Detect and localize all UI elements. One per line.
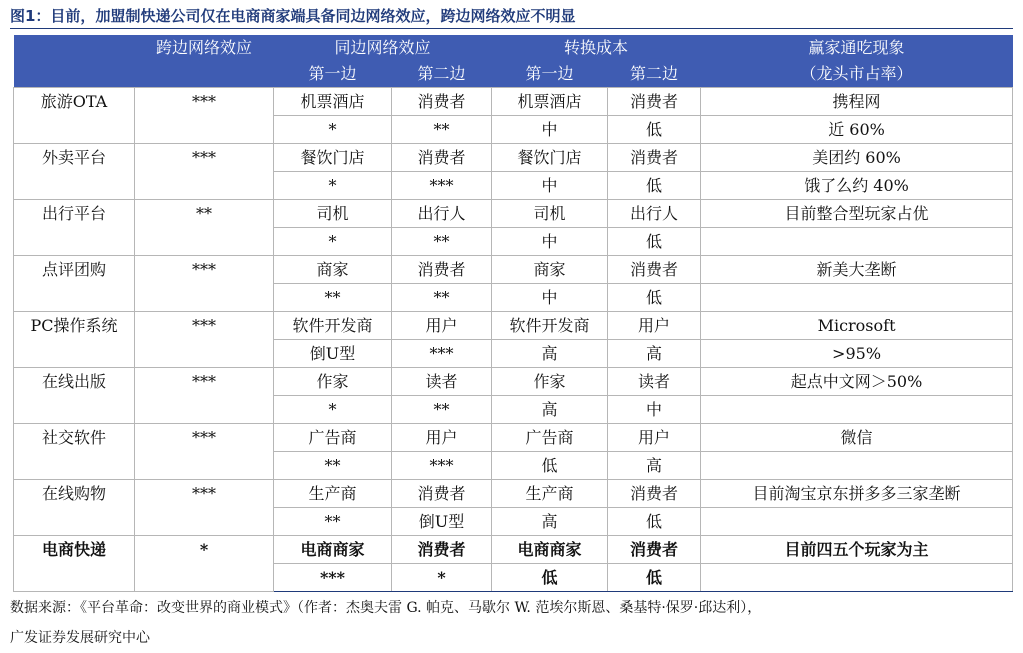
switch-side2-level: 低 xyxy=(608,172,701,200)
table-row xyxy=(14,88,1013,116)
switch-side2-level: 低 xyxy=(608,508,701,536)
switch-side2-label: 用户 xyxy=(608,312,701,340)
switch-side1-level: 低 xyxy=(492,452,608,480)
same-side2-rating: *** xyxy=(392,340,492,368)
switch-side2-level: 低 xyxy=(608,228,701,256)
same-side1-rating: ** xyxy=(274,508,392,536)
table-row xyxy=(14,480,1013,508)
same-side2-label: 用户 xyxy=(392,424,492,452)
same-side1-label: 软件开发商 xyxy=(274,312,392,340)
switch-side2-label: 读者 xyxy=(608,368,701,396)
header-winner-sub: （龙头市占率） xyxy=(701,61,1013,88)
table-row xyxy=(14,368,1013,396)
same-side2-label: 用户 xyxy=(392,312,492,340)
platform-name: 在线购物 xyxy=(14,480,135,536)
switch-side1-label: 作家 xyxy=(492,368,608,396)
same-side1-rating: ** xyxy=(274,452,392,480)
same-side1-rating: * xyxy=(274,172,392,200)
table-row xyxy=(14,424,1013,452)
switch-side1-level: 低 xyxy=(492,564,608,592)
same-side1-rating: 倒U型 xyxy=(274,340,392,368)
winner-text: 目前整合型玩家占优 xyxy=(701,200,1013,228)
same-side2-label: 读者 xyxy=(392,368,492,396)
cross-side-rating: *** xyxy=(135,480,274,536)
switch-side2-level: 中 xyxy=(608,396,701,424)
switch-side1-label: 生产商 xyxy=(492,480,608,508)
platform-name: 点评团购 xyxy=(14,256,135,312)
same-side1-rating: * xyxy=(274,228,392,256)
same-side2-rating: ** xyxy=(392,284,492,312)
switch-side1-level: 中 xyxy=(492,172,608,200)
winner-text-2 xyxy=(701,284,1013,312)
switch-side1-level: 中 xyxy=(492,284,608,312)
platform-name: 外卖平台 xyxy=(14,144,135,200)
header-winner: 赢家通吃现象 xyxy=(701,35,1013,61)
switch-side1-label: 电商商家 xyxy=(492,536,608,564)
platform-comparison-table xyxy=(13,35,1013,592)
table-row xyxy=(14,536,1013,564)
winner-text-2 xyxy=(701,508,1013,536)
table-row xyxy=(14,200,1013,228)
platform-name: 电商快递 xyxy=(14,536,135,592)
switch-side1-level: 中 xyxy=(492,228,608,256)
switch-side1-label: 广告商 xyxy=(492,424,608,452)
switch-side1-label: 餐饮门店 xyxy=(492,144,608,172)
source-note xyxy=(10,593,1013,653)
cross-side-rating: *** xyxy=(135,312,274,368)
table-row xyxy=(14,256,1013,284)
same-side1-label: 商家 xyxy=(274,256,392,284)
switch-side2-level: 低 xyxy=(608,284,701,312)
header-row-2 xyxy=(14,61,1013,88)
same-side2-rating: *** xyxy=(392,172,492,200)
winner-text: 目前四五个玩家为主 xyxy=(701,536,1013,564)
winner-text-2 xyxy=(701,564,1013,592)
same-side2-label: 消费者 xyxy=(392,88,492,116)
switch-side2-level: 低 xyxy=(608,564,701,592)
winner-text: 微信 xyxy=(701,424,1013,452)
same-side1-label: 广告商 xyxy=(274,424,392,452)
same-side1-rating: *** xyxy=(274,564,392,592)
same-side1-label: 作家 xyxy=(274,368,392,396)
switch-side2-label: 消费者 xyxy=(608,536,701,564)
switch-side2-level: 高 xyxy=(608,452,701,480)
switch-side2-label: 消费者 xyxy=(608,256,701,284)
platform-name: PC操作系统 xyxy=(14,312,135,368)
same-side2-label: 消费者 xyxy=(392,480,492,508)
same-side1-label: 生产商 xyxy=(274,480,392,508)
platform-name: 社交软件 xyxy=(14,424,135,480)
title-divider xyxy=(10,28,1013,29)
same-side2-rating: ** xyxy=(392,228,492,256)
winner-text: 携程网 xyxy=(701,88,1013,116)
cross-side-rating: ** xyxy=(135,200,274,256)
table-row xyxy=(14,144,1013,172)
winner-text-2: >95% xyxy=(701,340,1013,368)
cross-side-rating: * xyxy=(135,536,274,592)
same-side1-label: 电商商家 xyxy=(274,536,392,564)
switch-side2-label: 消费者 xyxy=(608,480,701,508)
winner-text: 起点中文网＞50% xyxy=(701,368,1013,396)
cross-side-rating: *** xyxy=(135,256,274,312)
switch-side1-level: 中 xyxy=(492,116,608,144)
same-side2-label: 出行人 xyxy=(392,200,492,228)
same-side1-label: 机票酒店 xyxy=(274,88,392,116)
cross-side-rating: *** xyxy=(135,368,274,424)
same-side2-rating: *** xyxy=(392,452,492,480)
same-side1-label: 餐饮门店 xyxy=(274,144,392,172)
header-switching-cost: 转换成本 xyxy=(492,35,701,61)
header-switch-side1: 第一边 xyxy=(492,61,608,88)
winner-text: 新美大垄断 xyxy=(701,256,1013,284)
header-same-side1: 第一边 xyxy=(274,61,392,88)
same-side2-rating: ** xyxy=(392,116,492,144)
figure-title: 图1：目前，加盟制快递公司仅在电商商家端具备同边网络效应，跨边网络效应不明显 xyxy=(10,7,576,25)
switch-side1-label: 机票酒店 xyxy=(492,88,608,116)
header-row-1 xyxy=(14,35,1013,61)
platform-name: 出行平台 xyxy=(14,200,135,256)
same-side2-rating: * xyxy=(392,564,492,592)
switch-side2-label: 消费者 xyxy=(608,144,701,172)
table-row xyxy=(14,312,1013,340)
same-side1-rating: * xyxy=(274,116,392,144)
switch-side2-label: 消费者 xyxy=(608,88,701,116)
header-blank xyxy=(14,35,135,61)
header-same-side2: 第二边 xyxy=(392,61,492,88)
switch-side1-level: 高 xyxy=(492,508,608,536)
switch-side2-label: 用户 xyxy=(608,424,701,452)
same-side1-label: 司机 xyxy=(274,200,392,228)
same-side2-label: 消费者 xyxy=(392,256,492,284)
cross-side-rating: *** xyxy=(135,424,274,480)
cross-side-rating: *** xyxy=(135,88,274,144)
switch-side1-level: 高 xyxy=(492,340,608,368)
switch-side2-label: 出行人 xyxy=(608,200,701,228)
cross-side-rating: *** xyxy=(135,144,274,200)
switch-side1-level: 高 xyxy=(492,396,608,424)
winner-text: 美团约 60% xyxy=(701,144,1013,172)
switch-side1-label: 司机 xyxy=(492,200,608,228)
winner-text-2 xyxy=(701,452,1013,480)
winner-text: Microsoft xyxy=(701,312,1013,340)
switch-side1-label: 商家 xyxy=(492,256,608,284)
winner-text: 目前淘宝京东拼多多三家垄断 xyxy=(701,480,1013,508)
same-side2-label: 消费者 xyxy=(392,144,492,172)
platform-name: 旅游OTA xyxy=(14,88,135,144)
winner-text-2 xyxy=(701,228,1013,256)
same-side1-rating: ** xyxy=(274,284,392,312)
winner-text-2: 饿了么约 40% xyxy=(701,172,1013,200)
same-side2-label: 消费者 xyxy=(392,536,492,564)
platform-name: 在线出版 xyxy=(14,368,135,424)
switch-side2-level: 低 xyxy=(608,116,701,144)
same-side2-rating: ** xyxy=(392,396,492,424)
header-switch-side2: 第二边 xyxy=(608,61,701,88)
same-side2-rating: 倒U型 xyxy=(392,508,492,536)
winner-text-2 xyxy=(701,396,1013,424)
winner-text-2: 近 60% xyxy=(701,116,1013,144)
same-side1-rating: * xyxy=(274,396,392,424)
switch-side1-label: 软件开发商 xyxy=(492,312,608,340)
switch-side2-level: 高 xyxy=(608,340,701,368)
header-cross-side: 跨边网络效应 xyxy=(135,35,274,61)
header-same-side: 同边网络效应 xyxy=(274,35,492,61)
source-line-2: 广发证券发展研究中心 xyxy=(10,630,150,646)
source-line-1: 数据来源：《平台革命：改变世界的商业模式》（作者：杰奥夫雷 G. 帕克、马歇尔 W. 范埃尔斯恩、桑基特·保罗·邱达利）， xyxy=(10,600,762,616)
